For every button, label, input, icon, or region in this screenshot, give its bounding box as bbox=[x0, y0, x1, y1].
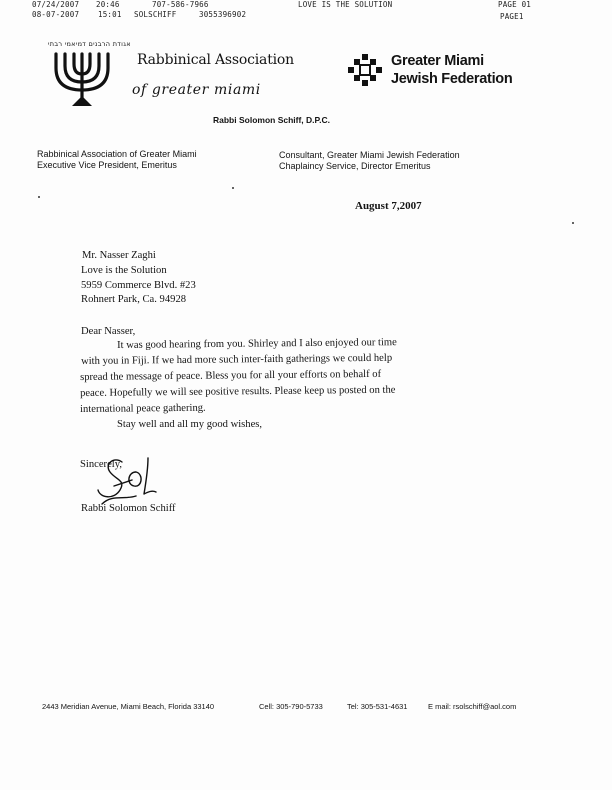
fax-time-1: 20:46 bbox=[96, 0, 120, 9]
fax-title: LOVE IS THE SOLUTION bbox=[298, 0, 393, 9]
footer-cell: Cell: 305-790-5733 bbox=[259, 702, 323, 711]
scan-speck bbox=[572, 222, 574, 224]
federation-star-icon bbox=[348, 54, 382, 86]
signoff: Sincerely, bbox=[80, 459, 122, 470]
fax-number: 3055396902 bbox=[199, 10, 247, 19]
affiliation-left-1: Rabbinical Association of Greater Miami bbox=[37, 149, 197, 159]
org-right-name: Greater Miami bbox=[391, 53, 484, 69]
org-left-subtitle: of greater miami bbox=[132, 82, 261, 98]
footer-address: 2443 Meridian Avenue, Miami Beach, Florida 33140 bbox=[42, 702, 215, 711]
letter-date: August 7,2007 bbox=[355, 200, 422, 212]
recipient-city: Rohnert Park, Ca. 94928 bbox=[81, 294, 187, 305]
handwritten-signature bbox=[92, 450, 162, 510]
affiliation-left-2: Executive Vice President, Emeritus bbox=[37, 160, 177, 170]
salutation: Dear Nasser, bbox=[81, 326, 136, 337]
recipient-org: Love is the Solution bbox=[81, 265, 167, 276]
recipient-name: Mr. Nasser Zaghi bbox=[82, 250, 156, 261]
fax-date-1: 07/24/2007 bbox=[32, 0, 80, 9]
paragraph-line: international peace gathering. bbox=[80, 402, 206, 415]
org-right-subtitle: Jewish Federation bbox=[391, 71, 513, 87]
scan-speck bbox=[232, 187, 234, 189]
footer-tel: Tel: 305-531-4631 bbox=[347, 702, 408, 711]
paragraph-line: spread the message of peace. Bless you for all your efforts on behalf of bbox=[80, 368, 382, 383]
hebrew-org-name: אגודת הרבנים דמיאמי רבתי bbox=[48, 40, 131, 48]
affiliation-right-1: Consultant, Greater Miami Jewish Federation bbox=[279, 150, 460, 160]
hebrew-side-text bbox=[41, 52, 47, 110]
fax-page-2: PAGE1 bbox=[500, 12, 524, 21]
recipient-street: 5959 Commerce Blvd. #23 bbox=[81, 280, 196, 291]
affiliation-right-2: Chaplaincy Service, Director Emeritus bbox=[279, 161, 431, 171]
paragraph-line: with you in Fiji. If we had more such inter-faith gatherings we could help bbox=[81, 352, 393, 367]
footer-email: E mail: rsolschiff@aol.com bbox=[428, 702, 517, 711]
closing-wish: Stay well and all my good wishes, bbox=[117, 419, 263, 430]
scan-speck bbox=[38, 196, 40, 198]
fax-date-2: 08-07-2007 bbox=[32, 10, 80, 19]
signature-name: Rabbi Solomon Schiff bbox=[81, 503, 176, 514]
fax-phone-1: 707-586-7966 bbox=[152, 0, 209, 9]
fax-time-2: 15:01 bbox=[98, 10, 122, 19]
org-left-name: Rabbinical Association bbox=[137, 52, 294, 68]
letterhead-person-name: Rabbi Solomon Schiff, D.P.C. bbox=[213, 115, 330, 125]
menorah-logo-icon bbox=[46, 50, 118, 110]
paragraph-line: peace. Hopefully we will see positive results. Please keep us posted on the bbox=[80, 384, 396, 399]
fax-page-1: PAGE 01 bbox=[498, 0, 532, 9]
paragraph-line: It was good hearing from you. Shirley and I also enjoyed our time bbox=[117, 337, 397, 351]
fax-sender: SOLSCHIFF bbox=[134, 10, 177, 19]
